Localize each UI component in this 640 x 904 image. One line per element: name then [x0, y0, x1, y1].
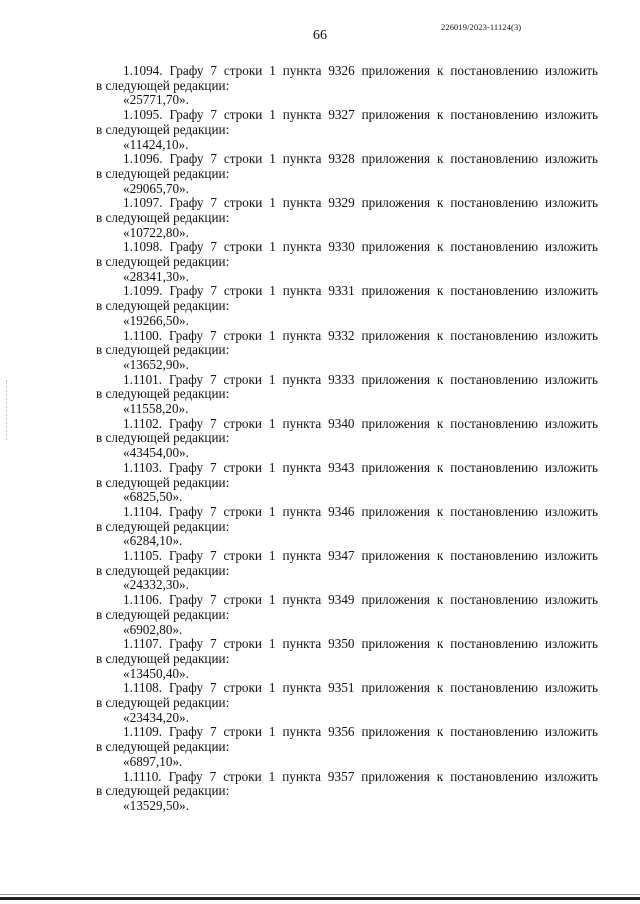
item-word: приложения — [361, 459, 430, 475]
amendment-value: «23434,20». — [123, 709, 189, 725]
amendment-first-line — [96, 108, 598, 123]
item-word: строки — [223, 151, 263, 167]
item-word: строки — [223, 283, 263, 299]
amendment-first-line — [96, 329, 598, 344]
item-word: приложения — [361, 63, 431, 78]
item-word: Графу — [169, 636, 204, 652]
item-number: 1.1101. — [123, 371, 163, 387]
amendment-item — [96, 196, 598, 240]
amendment-phrase: в следующей редакции: — [96, 695, 230, 711]
amendment-first-line — [96, 284, 598, 299]
item-word: 9333 — [328, 371, 355, 387]
item-word: 9357 — [327, 768, 355, 784]
item-word: строки — [223, 768, 262, 784]
item-word: приложения — [361, 327, 430, 343]
item-word: к — [437, 239, 444, 255]
item-word: 9327 — [328, 107, 355, 123]
item-word: Графу — [169, 503, 204, 519]
item-word: Графу — [169, 415, 204, 431]
item-word: 7 — [210, 503, 217, 519]
item-word: постановлению — [450, 151, 539, 167]
item-number: 1.1105. — [123, 548, 163, 564]
item-word: постановлению — [450, 768, 538, 784]
item-word: 9349 — [328, 592, 355, 608]
amendment-item — [96, 461, 598, 505]
item-word: к — [436, 592, 444, 608]
item-word: изложить — [544, 371, 598, 387]
item-word: пункта — [282, 151, 322, 167]
amendment-item — [96, 284, 598, 328]
item-word: Графу — [169, 680, 204, 696]
item-number: 1.1106. — [123, 592, 163, 608]
item-word: изложить — [544, 283, 598, 299]
item-word: к — [437, 107, 444, 123]
item-word: строки — [223, 415, 262, 431]
item-word: приложения — [361, 548, 430, 564]
amendment-item — [96, 152, 598, 196]
item-word: 7 — [210, 283, 217, 299]
item-word: 9329 — [328, 195, 355, 211]
amendment-first-line — [96, 373, 598, 388]
item-word: строки — [223, 327, 262, 343]
item-word: приложения — [361, 768, 430, 784]
amendment-value: «13529,50». — [123, 797, 189, 813]
amendment-first-line — [96, 637, 598, 652]
item-word: 9346 — [328, 503, 355, 519]
item-word: 1 — [268, 503, 276, 519]
item-word: 7 — [210, 459, 217, 475]
amendment-phrase: в следующей редакции: — [96, 650, 230, 666]
item-number: 1.1095. — [123, 107, 163, 123]
amendment-phrase: в следующей редакции: — [96, 342, 230, 358]
item-word: пункта — [282, 195, 322, 211]
item-word: 7 — [210, 371, 217, 387]
item-word: изложить — [544, 548, 598, 564]
item-word: приложения — [361, 592, 430, 608]
item-number: 1.1107. — [123, 636, 163, 652]
amendment-item — [96, 240, 598, 284]
amendment-item — [96, 593, 598, 637]
amendment-value: «29065,70». — [123, 180, 189, 196]
item-word: изложить — [544, 107, 598, 123]
item-word: 7 — [210, 195, 217, 211]
amendment-phrase: в следующей редакции: — [96, 783, 230, 799]
amendment-value: «6825,50». — [123, 489, 183, 505]
page-number: 66 — [313, 28, 327, 43]
amendment-value: «6902,80». — [123, 621, 183, 637]
amendment-item — [96, 725, 598, 769]
item-word: постановлению — [450, 592, 538, 608]
amendment-phrase: в следующей редакции: — [96, 209, 230, 225]
amendment-item — [96, 64, 598, 108]
item-number: 1.1097. — [123, 195, 163, 211]
amendment-item — [96, 373, 598, 417]
amendment-item — [96, 549, 598, 593]
item-word: приложения — [361, 415, 430, 431]
item-word: 1 — [268, 636, 276, 652]
item-word: пункта — [282, 459, 322, 475]
item-word: постановлению — [450, 636, 538, 652]
item-word: строки — [223, 371, 262, 387]
item-word: 9356 — [328, 724, 355, 740]
item-word: Графу — [169, 63, 204, 78]
amendment-item — [96, 417, 598, 461]
amendment-phrase: в следующей редакции: — [96, 77, 230, 93]
amendment-first-line — [96, 461, 598, 476]
item-word: 9331 — [328, 283, 355, 299]
item-word: постановлению — [450, 415, 538, 431]
item-word: изложить — [544, 680, 598, 696]
item-word: приложения — [361, 724, 430, 740]
item-number: 1.1098. — [123, 239, 163, 255]
amendment-first-line — [96, 593, 598, 608]
amendment-value: «11558,20». — [123, 401, 189, 417]
item-word: Графу — [169, 239, 204, 255]
item-word: Графу — [169, 195, 204, 211]
item-word: постановлению — [450, 195, 539, 211]
item-word: 9350 — [328, 636, 355, 652]
item-word: строки — [223, 636, 262, 652]
item-word: к — [436, 503, 444, 519]
item-word: изложить — [544, 592, 598, 608]
amendment-phrase: в следующей редакции: — [96, 430, 230, 446]
item-word: Графу — [169, 548, 204, 564]
item-word: Графу — [169, 592, 204, 608]
amendment-item — [96, 770, 598, 814]
item-word: приложения — [361, 107, 431, 123]
item-word: 9351 — [328, 680, 355, 696]
item-word: строки — [223, 63, 263, 78]
item-word: пункта — [282, 107, 322, 123]
item-word: изложить — [544, 415, 598, 431]
item-word: Графу — [169, 151, 204, 167]
page-bottom-edge-light — [0, 894, 640, 895]
item-word: изложить — [544, 239, 598, 255]
item-word: 9328 — [328, 151, 355, 167]
item-word: к — [436, 371, 444, 387]
item-word: 1 — [268, 680, 276, 696]
item-word: 9330 — [328, 239, 355, 255]
item-number: 1.1109. — [123, 724, 163, 740]
item-word: 7 — [210, 151, 217, 167]
item-word: 1 — [269, 63, 276, 78]
item-word: пункта — [282, 724, 322, 740]
item-word: постановлению — [450, 459, 538, 475]
amendment-first-line — [96, 770, 598, 785]
item-word: постановлению — [450, 548, 538, 564]
item-word: постановлению — [450, 239, 539, 255]
amendment-item — [96, 637, 598, 681]
item-word: Графу — [169, 371, 204, 387]
item-word: 7 — [209, 768, 217, 784]
item-word: приложения — [361, 503, 430, 519]
item-word: к — [437, 195, 444, 211]
item-number: 1.1100. — [123, 327, 163, 343]
item-word: постановлению — [450, 327, 538, 343]
item-word: к — [436, 548, 444, 564]
amendment-phrase: в следующей редакции: — [96, 386, 230, 402]
item-word: строки — [223, 680, 262, 696]
item-word: приложения — [361, 680, 430, 696]
item-word: к — [436, 724, 444, 740]
item-number: 1.1103. — [123, 459, 163, 475]
item-word: к — [437, 151, 444, 167]
amendment-value: «25771,70». — [123, 92, 189, 108]
item-word: приложения — [361, 195, 431, 211]
item-number: 1.1110. — [123, 768, 162, 784]
item-number: 1.1096. — [123, 151, 163, 167]
item-word: приложения — [361, 371, 430, 387]
scan-margin-marks — [6, 380, 9, 440]
item-word: 1 — [268, 548, 276, 564]
item-word: изложить — [544, 459, 598, 475]
amendment-first-line — [96, 549, 598, 564]
amendment-phrase: в следующей редакции: — [96, 474, 230, 490]
item-word: строки — [223, 459, 262, 475]
item-word: 7 — [210, 724, 217, 740]
amendment-phrase: в следующей редакции: — [96, 518, 230, 534]
item-word: строки — [223, 724, 262, 740]
amendment-item — [96, 329, 598, 373]
item-word: 1 — [268, 371, 276, 387]
item-number: 1.1099. — [123, 283, 163, 299]
item-word: 7 — [210, 636, 217, 652]
item-word: изложить — [544, 327, 598, 343]
item-word: постановлению — [450, 63, 539, 78]
item-word: 1 — [269, 239, 276, 255]
amendment-first-line — [96, 725, 598, 740]
item-word: пункта — [282, 503, 322, 519]
amendment-value: «13450,40». — [123, 665, 189, 681]
item-word: изложить — [544, 768, 598, 784]
item-word: 1 — [269, 151, 276, 167]
item-word: строки — [223, 239, 263, 255]
amendment-value: «43454,00». — [123, 445, 189, 461]
item-word: к — [437, 63, 444, 78]
amendment-first-line — [96, 240, 598, 255]
item-word: 7 — [210, 327, 217, 343]
amendment-value: «10722,80». — [123, 224, 189, 240]
item-word: 1 — [268, 768, 276, 784]
item-number: 1.1102. — [123, 415, 163, 431]
item-word: приложения — [361, 283, 431, 299]
item-word: 9326 — [328, 63, 355, 78]
amendment-first-line — [96, 505, 598, 520]
item-word: изложить — [544, 63, 598, 78]
item-word: пункта — [282, 680, 322, 696]
amendment-phrase: в следующей редакции: — [96, 165, 230, 181]
item-word: строки — [223, 548, 262, 564]
amendment-phrase: в следующей редакции: — [96, 298, 230, 314]
item-word: изложить — [544, 151, 598, 167]
item-word: Графу — [169, 283, 204, 299]
amendment-value: «28341,30». — [123, 268, 189, 284]
amendment-value: «24332,30». — [123, 577, 189, 593]
item-word: постановлению — [450, 503, 538, 519]
item-word: постановлению — [450, 371, 538, 387]
item-word: 9332 — [328, 327, 355, 343]
amendment-item — [96, 108, 598, 152]
item-word: 1 — [269, 107, 276, 123]
item-word: 7 — [210, 63, 217, 78]
item-word: строки — [223, 592, 262, 608]
item-word: 7 — [210, 415, 217, 431]
amendment-first-line — [96, 152, 598, 167]
item-word: к — [436, 415, 444, 431]
item-word: приложения — [361, 151, 431, 167]
amendment-value: «6897,10». — [123, 753, 183, 769]
item-word: 1 — [269, 195, 276, 211]
item-word: 7 — [210, 239, 217, 255]
item-word: к — [436, 680, 444, 696]
document-reference: 226019/2023-11124(3) — [441, 22, 522, 32]
item-word: пункта — [282, 239, 322, 255]
item-word: постановлению — [450, 680, 538, 696]
item-word: 7 — [210, 548, 217, 564]
item-word: приложения — [361, 636, 430, 652]
item-word: Графу — [169, 107, 204, 123]
item-number: 1.1104. — [123, 503, 163, 519]
item-word: 1 — [268, 592, 276, 608]
page-bottom-edge — [0, 897, 640, 900]
amendment-value: «6284,10». — [123, 533, 183, 549]
item-word: приложения — [361, 239, 431, 255]
item-word: 1 — [268, 327, 276, 343]
item-word: 7 — [210, 107, 217, 123]
item-word: пункта — [282, 548, 322, 564]
amendment-value: «13652,90». — [123, 356, 189, 372]
item-number: 1.1108. — [123, 680, 163, 696]
item-word: пункта — [282, 415, 322, 431]
item-word: изложить — [544, 195, 598, 211]
item-word: Графу — [169, 327, 204, 343]
item-word: 1 — [268, 724, 276, 740]
item-word: пункта — [282, 283, 322, 299]
item-word: к — [436, 768, 444, 784]
amendment-list — [96, 64, 598, 814]
amendment-phrase: в следующей редакции: — [96, 606, 230, 622]
item-word: Графу — [169, 459, 204, 475]
item-word: строки — [223, 503, 262, 519]
item-word: к — [436, 636, 444, 652]
item-word: 1 — [269, 283, 276, 299]
item-word: 9340 — [328, 415, 355, 431]
item-word: пункта — [282, 636, 322, 652]
item-word: 1 — [268, 459, 276, 475]
item-word: пункта — [282, 592, 322, 608]
item-word: 7 — [210, 592, 217, 608]
item-word: Графу — [169, 724, 204, 740]
item-word: Графу — [168, 768, 203, 784]
amendment-first-line — [96, 417, 598, 432]
item-word: 9347 — [328, 548, 355, 564]
item-word: пункта — [282, 768, 321, 784]
amendment-phrase: в следующей редакции: — [96, 121, 230, 137]
item-word: изложить — [544, 503, 598, 519]
item-word: 7 — [210, 680, 217, 696]
item-word: пункта — [282, 327, 322, 343]
amendment-value: «19266,50». — [123, 312, 189, 328]
item-word: строки — [223, 107, 263, 123]
item-word: 9343 — [328, 459, 355, 475]
amendment-item — [96, 681, 598, 725]
amendment-phrase: в следующей редакции: — [96, 562, 230, 578]
amendment-item — [96, 505, 598, 549]
amendment-first-line — [96, 681, 598, 696]
item-word: к — [436, 459, 444, 475]
item-word: пункта — [282, 63, 322, 78]
amendment-first-line — [96, 196, 598, 211]
item-word: к — [437, 283, 444, 299]
amendment-first-line — [96, 64, 598, 79]
item-number: 1.1094. — [123, 63, 163, 78]
amendment-phrase: в следующей редакции: — [96, 254, 230, 270]
item-word: постановлению — [450, 724, 538, 740]
item-word: изложить — [544, 636, 598, 652]
item-word: постановлению — [450, 107, 539, 123]
item-word: изложить — [544, 724, 598, 740]
amendment-value: «11424,10». — [123, 136, 189, 152]
item-word: строки — [223, 195, 263, 211]
amendment-phrase: в следующей редакции: — [96, 739, 230, 755]
item-word: пункта — [282, 371, 322, 387]
item-word: к — [436, 327, 444, 343]
item-word: 1 — [268, 415, 276, 431]
item-word: постановлению — [450, 283, 539, 299]
